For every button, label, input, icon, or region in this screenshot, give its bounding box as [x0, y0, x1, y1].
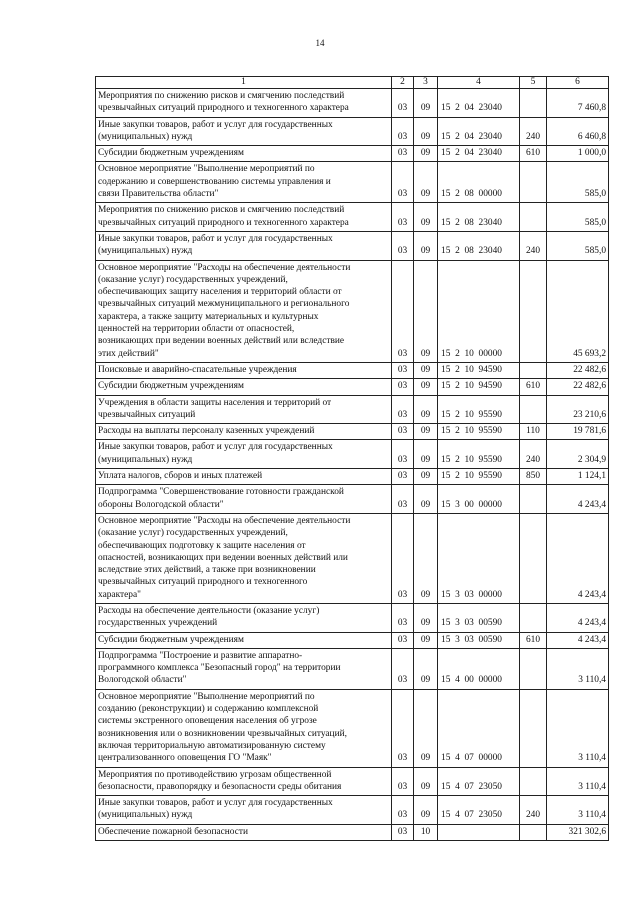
target-article-code: 15 3 03 00000 [438, 513, 520, 603]
amount: 1 000,0 [547, 146, 609, 162]
section-code: 03 [392, 603, 414, 632]
target-article-code: 15 4 07 00000 [438, 689, 520, 767]
row-name: Мероприятия по противодействию угрозам общественной безопасности, правопорядку и безопасности среды обитания [96, 767, 392, 796]
table-row [96, 117, 609, 146]
section-code: 03 [392, 260, 414, 362]
amount: 3 110,4 [547, 689, 609, 767]
row-name: Субсидии бюджетным учреждениям [96, 146, 392, 162]
row-name: Субсидии бюджетным учреждениям [96, 379, 392, 395]
subsection-code: 09 [414, 767, 438, 796]
table-row [96, 485, 609, 514]
table-row [96, 395, 609, 424]
row-name: Мероприятия по снижению рисков и смягчению последствий чрезвычайных ситуаций природного и техногенного характера [96, 89, 392, 118]
table-row [96, 424, 609, 440]
section-code: 03 [392, 796, 414, 825]
expense-type-code [520, 395, 547, 424]
subsection-code: 09 [414, 203, 438, 232]
table-row [96, 89, 609, 118]
target-article-code: 15 2 10 95590 [438, 440, 520, 469]
amount: 3 110,4 [547, 648, 609, 689]
subsection-code: 09 [414, 395, 438, 424]
row-name: Подпрограмма "Совершенствование готовности гражданской обороны Вологодской области" [96, 485, 392, 514]
subsection-code: 09 [414, 162, 438, 203]
section-code: 03 [392, 469, 414, 485]
target-article-code: 15 2 04 23040 [438, 89, 520, 118]
target-article-code: 15 2 04 23040 [438, 117, 520, 146]
subsection-code: 09 [414, 117, 438, 146]
subsection-code: 09 [414, 231, 438, 260]
target-article-code: 15 3 03 00590 [438, 632, 520, 648]
amount: 23 210,6 [547, 395, 609, 424]
header-cell: 2 [392, 77, 414, 89]
amount: 6 460,8 [547, 117, 609, 146]
subsection-code: 09 [414, 260, 438, 362]
header-cell: 3 [414, 77, 438, 89]
amount: 4 243,4 [547, 603, 609, 632]
table-row [96, 632, 609, 648]
section-code: 03 [392, 485, 414, 514]
expense-type-code [520, 362, 547, 378]
section-code: 03 [392, 513, 414, 603]
section-code: 03 [392, 648, 414, 689]
expense-type-code [520, 485, 547, 514]
subsection-code: 09 [414, 146, 438, 162]
target-article-code: 15 2 10 95590 [438, 424, 520, 440]
section-code: 03 [392, 632, 414, 648]
amount: 4 243,4 [547, 632, 609, 648]
expense-type-code: 610 [520, 379, 547, 395]
section-code: 03 [392, 117, 414, 146]
subsection-code: 09 [414, 648, 438, 689]
section-code: 03 [392, 362, 414, 378]
section-code: 03 [392, 767, 414, 796]
row-name: Поисковые и аварийно-спасательные учреждения [96, 362, 392, 378]
row-name: Уплата налогов, сборов и иных платежей [96, 469, 392, 485]
target-article-code: 15 2 10 00000 [438, 260, 520, 362]
row-name: Расходы на обеспечение деятельности (оказание услуг) государственных учреждений [96, 603, 392, 632]
subsection-code: 09 [414, 424, 438, 440]
table-row [96, 824, 609, 840]
expense-type-code: 240 [520, 231, 547, 260]
amount: 2 304,9 [547, 440, 609, 469]
section-code: 03 [392, 146, 414, 162]
section-code: 03 [392, 89, 414, 118]
expense-type-code [520, 162, 547, 203]
row-name: Основное мероприятие "Расходы на обеспечение деятельности (оказание услуг) государственных учреждений, обеспечивающих защиту населения и территорий области от чрезвычайных ситуаций межмуниципального и регионального характера, а также защиту материальных и культурных ценностей на территории области от опасностей, возникающих при ведении военных действий или вследствие этих действий" [96, 260, 392, 362]
amount: 321 302,6 [547, 824, 609, 840]
table-row [96, 796, 609, 825]
section-code: 03 [392, 231, 414, 260]
amount: 19 781,6 [547, 424, 609, 440]
subsection-code: 09 [414, 440, 438, 469]
amount: 585,0 [547, 231, 609, 260]
amount: 22 482,6 [547, 379, 609, 395]
expense-type-code: 110 [520, 424, 547, 440]
table-row [96, 162, 609, 203]
target-article-code: 15 4 07 23050 [438, 767, 520, 796]
expense-type-code: 850 [520, 469, 547, 485]
amount: 22 482,6 [547, 362, 609, 378]
target-article-code: 15 2 08 00000 [438, 162, 520, 203]
expense-type-code [520, 260, 547, 362]
table-row [96, 362, 609, 378]
target-article-code: 15 3 00 00000 [438, 485, 520, 514]
table-row [96, 648, 609, 689]
header-cell: 6 [547, 77, 609, 89]
header-row [96, 77, 609, 89]
expense-type-code [520, 603, 547, 632]
expense-type-code: 240 [520, 440, 547, 469]
table-row [96, 146, 609, 162]
target-article-code: 15 2 08 23040 [438, 203, 520, 232]
row-name: Основное мероприятие "Расходы на обеспечение деятельности (оказание услуг) государственных учреждений, обеспечивающих подготовку к защите населения от опасностей, возникающих при ведении военных действий или вследствие этих действий, а также при возникновении чрезвычайных ситуаций природного и техногенного характера" [96, 513, 392, 603]
target-article-code: 15 2 10 94590 [438, 362, 520, 378]
section-code: 03 [392, 395, 414, 424]
header-cell: 1 [96, 77, 392, 89]
section-code: 03 [392, 440, 414, 469]
target-article-code: 15 2 10 95590 [438, 395, 520, 424]
header-cell: 4 [438, 77, 520, 89]
expense-type-code [520, 513, 547, 603]
expense-type-code [520, 824, 547, 840]
table-row [96, 260, 609, 362]
table-row [96, 689, 609, 767]
amount: 1 124,1 [547, 469, 609, 485]
target-article-code: 15 4 00 00000 [438, 648, 520, 689]
section-code: 03 [392, 824, 414, 840]
subsection-code: 09 [414, 632, 438, 648]
amount: 45 693,2 [547, 260, 609, 362]
expense-type-code: 610 [520, 632, 547, 648]
target-article-code: 15 2 08 23040 [438, 231, 520, 260]
row-name: Субсидии бюджетным учреждениям [96, 632, 392, 648]
expense-type-code: 610 [520, 146, 547, 162]
target-article-code: 15 2 10 94590 [438, 379, 520, 395]
expense-type-code [520, 648, 547, 689]
row-name: Учреждения в области защиты населения и территорий от чрезвычайных ситуаций [96, 395, 392, 424]
row-name: Обеспечение пожарной безопасности [96, 824, 392, 840]
section-code: 03 [392, 162, 414, 203]
row-name: Основное мероприятие "Выполнение мероприятий по содержанию и совершенствованию системы управления и связи Правительства области" [96, 162, 392, 203]
amount: 585,0 [547, 203, 609, 232]
target-article-code [438, 824, 520, 840]
section-code: 03 [392, 689, 414, 767]
target-article-code: 15 4 07 23050 [438, 796, 520, 825]
row-name: Иные закупки товаров, работ и услуг для государственных (муниципальных) нужд [96, 440, 392, 469]
expense-type-code: 240 [520, 796, 547, 825]
row-name: Основное мероприятие "Выполнение мероприятий по созданию (реконструкции) и содержанию комплексной системы экстренного оповещения населения об угрозе возникновения или о возникновении чрезвычайных ситуаций, включая территориальную автоматизированную систему централизованного оповещения ГО "Маяк" [96, 689, 392, 767]
subsection-code: 09 [414, 513, 438, 603]
expense-type-code [520, 767, 547, 796]
row-name: Иные закупки товаров, работ и услуг для государственных (муниципальных) нужд [96, 117, 392, 146]
subsection-code: 09 [414, 485, 438, 514]
expense-type-code [520, 89, 547, 118]
page-number: 14 [315, 38, 325, 48]
amount: 4 243,4 [547, 513, 609, 603]
section-code: 03 [392, 379, 414, 395]
row-name: Иные закупки товаров, работ и услуг для государственных (муниципальных) нужд [96, 231, 392, 260]
row-name: Расходы на выплаты персоналу казенных учреждений [96, 424, 392, 440]
row-name: Подпрограмма "Построение и развитие аппаратно- программного комплекса "Безопасный город" на территории Вологодской области" [96, 648, 392, 689]
table-row [96, 603, 609, 632]
subsection-code: 10 [414, 824, 438, 840]
amount: 4 243,4 [547, 485, 609, 514]
target-article-code: 15 2 10 95590 [438, 469, 520, 485]
amount: 585,0 [547, 162, 609, 203]
row-name: Мероприятия по снижению рисков и смягчению последствий чрезвычайных ситуаций природного и техногенного характера [96, 203, 392, 232]
table-row [96, 231, 609, 260]
row-name: Иные закупки товаров, работ и услуг для государственных (муниципальных) нужд [96, 796, 392, 825]
subsection-code: 09 [414, 603, 438, 632]
amount: 7 460,8 [547, 89, 609, 118]
subsection-code: 09 [414, 796, 438, 825]
subsection-code: 09 [414, 689, 438, 767]
expense-type-code: 240 [520, 117, 547, 146]
section-code: 03 [392, 424, 414, 440]
table-row [96, 513, 609, 603]
expense-type-code [520, 203, 547, 232]
target-article-code: 15 3 03 00590 [438, 603, 520, 632]
header-cell: 5 [520, 77, 547, 89]
table-row [96, 469, 609, 485]
subsection-code: 09 [414, 379, 438, 395]
section-code: 03 [392, 203, 414, 232]
table-row [96, 203, 609, 232]
budget-table [95, 76, 609, 841]
amount: 3 110,4 [547, 796, 609, 825]
target-article-code: 15 2 04 23040 [438, 146, 520, 162]
amount: 3 110,4 [547, 767, 609, 796]
table-row [96, 379, 609, 395]
subsection-code: 09 [414, 469, 438, 485]
subsection-code: 09 [414, 89, 438, 118]
table-row [96, 440, 609, 469]
subsection-code: 09 [414, 362, 438, 378]
expense-type-code [520, 689, 547, 767]
table-row [96, 767, 609, 796]
